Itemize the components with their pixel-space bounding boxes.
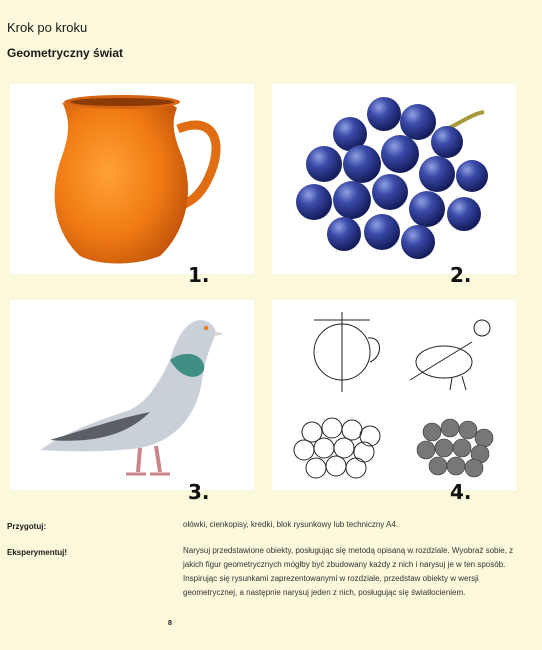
prepare-label: Przygotuj:: [7, 522, 47, 531]
page-number: 8: [168, 620, 172, 627]
pigeon-image: [10, 300, 254, 490]
section-label: Krok po kroku: [7, 20, 88, 35]
prepare-text: ołówki, cienkopisy, kredki, blok rysunkowy lub techniczny A4.: [183, 520, 399, 529]
sketches-image: [272, 300, 516, 490]
figure-number-1: 1.: [188, 263, 210, 287]
figure-number-2: 2.: [450, 263, 472, 287]
jug-image: [10, 84, 254, 274]
grapes-image: [272, 84, 516, 274]
page-title: Geometryczny świat: [7, 46, 124, 60]
experiment-text: Narysuj przedstawione obiekty, posługując się metodą opisaną w rozdziale. Wyobraź sobie, z jakich figur geometrycznych mógłby być zbudowany każdy z nich i narysuj je w ten sposób. Inspirując się rysunkami zaprezentowanymi w rozdziale, przedstaw obiekty w wersji geometrycznej, a następnie narysuj jeden z nich, posługując się światłocieniem.: [183, 546, 514, 597]
experiment-label: Eksperymentuj!: [7, 548, 68, 557]
figure-number-4: 4.: [450, 480, 472, 504]
figure-number-3: 3.: [188, 480, 210, 504]
